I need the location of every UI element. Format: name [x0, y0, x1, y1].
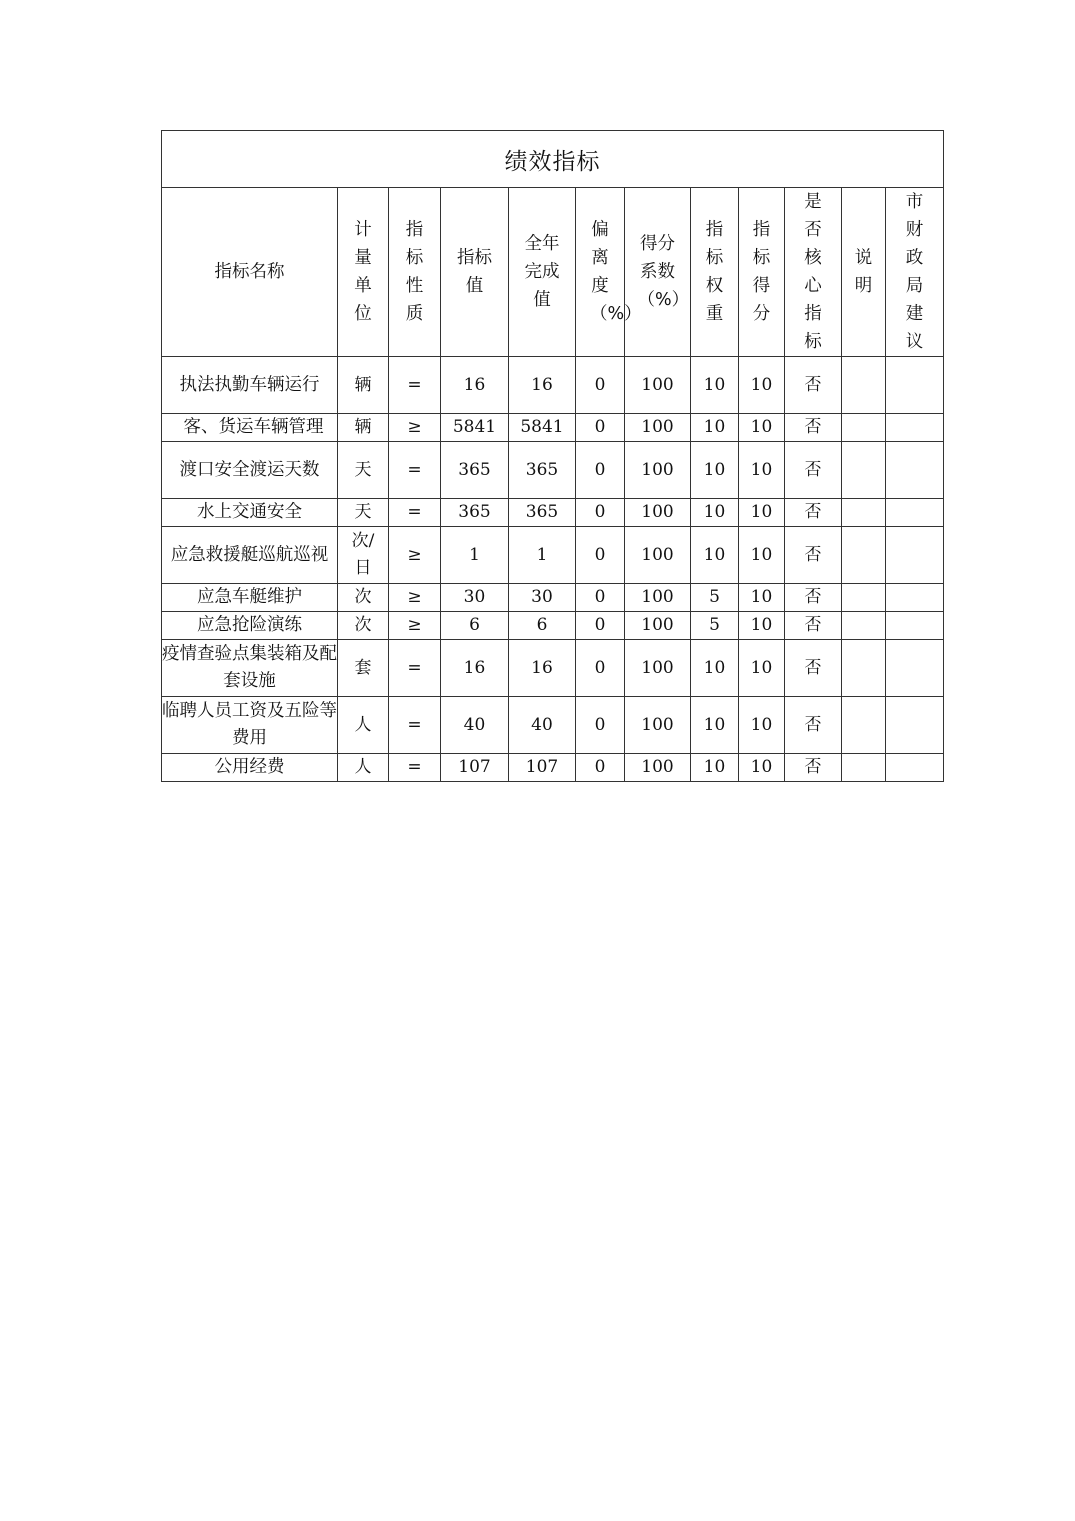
indicator-name-cell: 应急救援艇巡航巡视: [162, 527, 338, 584]
deviation-cell: 0: [576, 414, 625, 442]
unit-cell: 次: [338, 584, 389, 612]
indicator-name-cell: 渡口安全渡运天数: [162, 442, 338, 499]
target-cell: 40: [441, 697, 509, 754]
score-cell: 10: [739, 414, 785, 442]
target-cell: 5841: [441, 414, 509, 442]
weight-cell: 10: [691, 697, 739, 754]
score-cell: 10: [739, 442, 785, 499]
note-cell: [842, 754, 886, 782]
score-cell: 10: [739, 754, 785, 782]
note-cell: [842, 527, 886, 584]
deviation-cell: 0: [576, 584, 625, 612]
table-row: [162, 499, 944, 527]
note-cell: [842, 442, 886, 499]
nature-cell: ≥: [389, 612, 441, 640]
core-cell: 否: [785, 697, 842, 754]
weight-cell: 10: [691, 527, 739, 584]
unit-cell: 次/日: [338, 527, 389, 584]
nature-cell: =: [389, 499, 441, 527]
indicator-name-cell: 客、货运车辆管理: [162, 414, 338, 442]
note-cell: [842, 612, 886, 640]
coefficient-cell: 100: [625, 527, 691, 584]
core-cell: 否: [785, 527, 842, 584]
advice-cell: [886, 442, 944, 499]
deviation-cell: 0: [576, 499, 625, 527]
core-cell: 否: [785, 640, 842, 697]
core-cell: 否: [785, 442, 842, 499]
actual-cell: 365: [509, 442, 576, 499]
coefficient-cell: 100: [625, 612, 691, 640]
target-cell: 16: [441, 357, 509, 414]
coefficient-cell: 100: [625, 357, 691, 414]
note-cell: [842, 584, 886, 612]
core-cell: 否: [785, 499, 842, 527]
score-cell: 10: [739, 640, 785, 697]
table-row: [162, 612, 944, 640]
indicator-name-cell: 疫情查验点集装箱及配套设施: [162, 640, 338, 697]
actual-cell: 5841: [509, 414, 576, 442]
advice-cell: [886, 640, 944, 697]
nature-cell: ≥: [389, 584, 441, 612]
coefficient-cell: 100: [625, 414, 691, 442]
unit-cell: 辆: [338, 357, 389, 414]
header-nature: 指标性质: [389, 188, 441, 357]
weight-cell: 10: [691, 754, 739, 782]
header-indicator-name: 指标名称: [162, 188, 338, 357]
target-cell: 365: [441, 499, 509, 527]
score-cell: 10: [739, 527, 785, 584]
advice-cell: [886, 414, 944, 442]
table-row: [162, 697, 944, 754]
header-unit: 计量单位: [338, 188, 389, 357]
table-row: [162, 442, 944, 499]
advice-cell: [886, 584, 944, 612]
unit-cell: 次: [338, 612, 389, 640]
actual-cell: 30: [509, 584, 576, 612]
score-cell: 10: [739, 499, 785, 527]
unit-cell: 辆: [338, 414, 389, 442]
actual-cell: 365: [509, 499, 576, 527]
header-deviation: 偏离度（%）: [576, 188, 625, 357]
performance-indicator-table: [161, 130, 944, 782]
nature-cell: =: [389, 357, 441, 414]
coefficient-cell: 100: [625, 584, 691, 612]
note-cell: [842, 499, 886, 527]
core-cell: 否: [785, 754, 842, 782]
table-row: [162, 584, 944, 612]
table-row: [162, 414, 944, 442]
header-is-core: 是否核心指标: [785, 188, 842, 357]
score-cell: 10: [739, 584, 785, 612]
deviation-cell: 0: [576, 357, 625, 414]
target-cell: 6: [441, 612, 509, 640]
advice-cell: [886, 527, 944, 584]
score-cell: 10: [739, 612, 785, 640]
advice-cell: [886, 357, 944, 414]
table-row: [162, 357, 944, 414]
unit-cell: 套: [338, 640, 389, 697]
nature-cell: ≥: [389, 527, 441, 584]
unit-cell: 天: [338, 499, 389, 527]
actual-cell: 1: [509, 527, 576, 584]
note-cell: [842, 640, 886, 697]
actual-cell: 107: [509, 754, 576, 782]
core-cell: 否: [785, 357, 842, 414]
table-title: 绩效指标: [162, 131, 944, 188]
target-cell: 107: [441, 754, 509, 782]
table-row: [162, 527, 944, 584]
core-cell: 否: [785, 414, 842, 442]
actual-cell: 6: [509, 612, 576, 640]
core-cell: 否: [785, 612, 842, 640]
note-cell: [842, 697, 886, 754]
advice-cell: [886, 499, 944, 527]
advice-cell: [886, 697, 944, 754]
deviation-cell: 0: [576, 754, 625, 782]
weight-cell: 10: [691, 442, 739, 499]
coefficient-cell: 100: [625, 499, 691, 527]
header-note: 说明: [842, 188, 886, 357]
target-cell: 30: [441, 584, 509, 612]
nature-cell: =: [389, 640, 441, 697]
header-score: 指标得分: [739, 188, 785, 357]
unit-cell: 人: [338, 697, 389, 754]
coefficient-cell: 100: [625, 442, 691, 499]
weight-cell: 5: [691, 584, 739, 612]
score-cell: 10: [739, 357, 785, 414]
table-row: [162, 754, 944, 782]
actual-cell: 40: [509, 697, 576, 754]
header-actual-value: 全年完成值: [509, 188, 576, 357]
weight-cell: 10: [691, 640, 739, 697]
indicator-name-cell: 应急车艇维护: [162, 584, 338, 612]
deviation-cell: 0: [576, 442, 625, 499]
target-cell: 1: [441, 527, 509, 584]
indicator-name-cell: 水上交通安全: [162, 499, 338, 527]
deviation-cell: 0: [576, 527, 625, 584]
weight-cell: 10: [691, 357, 739, 414]
header-finance-advice: 市财政局建议: [886, 188, 944, 357]
score-cell: 10: [739, 697, 785, 754]
weight-cell: 10: [691, 414, 739, 442]
indicator-name-cell: 应急抢险演练: [162, 612, 338, 640]
header-target-value: 指标值: [441, 188, 509, 357]
unit-cell: 天: [338, 442, 389, 499]
nature-cell: ≥: [389, 414, 441, 442]
coefficient-cell: 100: [625, 640, 691, 697]
header-score-coefficient: 得分系数（%）: [625, 188, 691, 357]
target-cell: 16: [441, 640, 509, 697]
advice-cell: [886, 612, 944, 640]
indicator-name-cell: 公用经费: [162, 754, 338, 782]
nature-cell: =: [389, 442, 441, 499]
header-row: [162, 188, 944, 357]
note-cell: [842, 414, 886, 442]
actual-cell: 16: [509, 640, 576, 697]
deviation-cell: 0: [576, 640, 625, 697]
actual-cell: 16: [509, 357, 576, 414]
indicator-name-cell: 临聘人员工资及五险等费用: [162, 697, 338, 754]
weight-cell: 5: [691, 612, 739, 640]
unit-cell: 人: [338, 754, 389, 782]
coefficient-cell: 100: [625, 697, 691, 754]
nature-cell: =: [389, 697, 441, 754]
header-weight: 指标权重: [691, 188, 739, 357]
nature-cell: =: [389, 754, 441, 782]
indicator-name-cell: 执法执勤车辆运行: [162, 357, 338, 414]
deviation-cell: 0: [576, 697, 625, 754]
deviation-cell: 0: [576, 612, 625, 640]
core-cell: 否: [785, 584, 842, 612]
coefficient-cell: 100: [625, 754, 691, 782]
target-cell: 365: [441, 442, 509, 499]
advice-cell: [886, 754, 944, 782]
note-cell: [842, 357, 886, 414]
weight-cell: 10: [691, 499, 739, 527]
table-row: [162, 640, 944, 697]
